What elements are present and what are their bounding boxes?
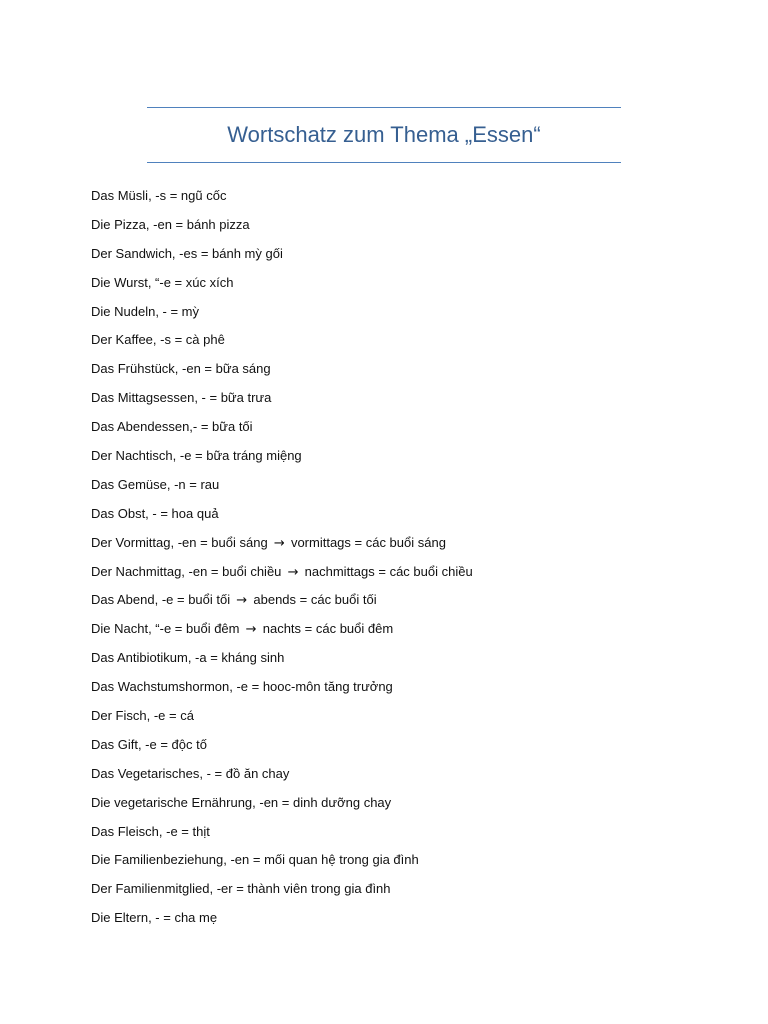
vocab-entry-text: Das Abendessen,- = bữa tối (91, 419, 253, 435)
vocab-entry-plural-text: abends = các buổi tối (253, 592, 377, 608)
vocab-entry-plural-text: vormittags = các buổi sáng (290, 534, 446, 550)
vocab-entry-text: Die Familienbeziehung, -en = mối quan hệ trong gia đình (91, 852, 419, 868)
vocab-entry (91, 355, 473, 384)
vocab-entry-text: Das Gemüse, -n = rau (91, 476, 220, 492)
vocab-entry (91, 471, 473, 500)
vocab-entry (91, 529, 473, 558)
vocab-entry-text: Die Pizza, -en = bánh pizza (91, 216, 250, 232)
vocab-entry-text: Das Gift, -e = độc tố (91, 736, 207, 752)
vocab-entry (91, 298, 473, 327)
vocab-entry (91, 182, 473, 211)
vocab-entry-text: Das Müsli, -s = ngũ cốc (91, 188, 227, 203)
vocab-entry-text: Das Wachstumshormon, -e = hooc-môn tăng trưởng (91, 679, 393, 695)
vocab-entry (91, 586, 473, 615)
vocab-entry-text: Das Frühstück, -en = bữa sáng (91, 361, 271, 377)
vocab-entry-text: Das Vegetarisches, - = đồ ăn chay (91, 765, 290, 781)
vocab-entry-plural-text: nachts = các buổi đêm (262, 621, 394, 637)
vocab-entry (91, 240, 473, 269)
vocab-entry-text: Der Nachmittag, -en = buổi chiều (91, 563, 282, 579)
vocab-entry (91, 673, 473, 702)
vocab-entry (91, 846, 473, 875)
vocab-entry (91, 760, 473, 789)
vocab-entry-text: Das Mittagsessen, - = bữa trưa (91, 390, 272, 406)
vocab-entry-text: Der Familienmitglied, -er = thành viên trong gia đình (91, 881, 391, 897)
vocabulary-list (91, 182, 473, 933)
vocab-entry-text: Der Vormittag, -en = buổi sáng (91, 534, 268, 550)
vocab-entry (91, 326, 473, 355)
vocab-entry (91, 269, 473, 298)
vocab-entry-text: Das Fleisch, -e = thịt (91, 823, 210, 839)
vocab-entry-text: Der Fisch, -e = cá (91, 708, 194, 724)
vocab-entry (91, 702, 473, 731)
arrow-right-icon: → (245, 622, 257, 638)
arrow-right-icon: → (287, 564, 299, 580)
vocab-entry-text: Die Nudeln, - = mỳ (91, 303, 200, 319)
vocab-entry (91, 644, 473, 673)
title-bottom-rule (147, 162, 621, 163)
title-block (147, 107, 621, 163)
vocab-entry-text: Die Eltern, - = cha mẹ (91, 910, 218, 926)
vocab-entry (91, 442, 473, 471)
vocab-entry-text: Die Wurst, “-e = xúc xích (91, 274, 234, 290)
vocab-entry (91, 413, 473, 442)
page-title: Wortschatz zum Thema „Essen“ (227, 122, 541, 147)
vocab-entry (91, 904, 473, 933)
arrow-right-icon: → (273, 535, 285, 551)
vocab-entry (91, 384, 473, 413)
vocab-entry (91, 500, 473, 529)
arrow-right-icon: → (236, 593, 248, 609)
vocab-entry (91, 731, 473, 760)
vocab-entry-text: Der Kaffee, -s = cà phê (91, 332, 225, 348)
vocab-entry (91, 558, 473, 587)
vocab-entry (91, 211, 473, 240)
vocab-entry (91, 615, 473, 644)
vocab-entry-plural-text: nachmittags = các buổi chiều (304, 563, 473, 579)
vocab-entry-text: Das Antibiotikum, -a = kháng sinh (91, 650, 285, 666)
vocab-entry-text: Die Nacht, “-e = buổi đêm (91, 621, 240, 637)
vocab-entry-text: Der Sandwich, -es = bánh mỳ gối (91, 245, 283, 261)
vocab-entry-text: Die vegetarische Ernährung, -en = dinh dưỡng chay (91, 794, 392, 810)
vocab-entry (91, 818, 473, 847)
vocab-entry-text: Das Abend, -e = buổi tối (91, 592, 231, 608)
vocab-entry-text: Der Nachtisch, -e = bữa tráng miệng (91, 448, 302, 464)
vocab-entry (91, 875, 473, 904)
vocab-entry (91, 789, 473, 818)
vocab-entry-text: Das Obst, - = hoa quả (91, 505, 219, 521)
